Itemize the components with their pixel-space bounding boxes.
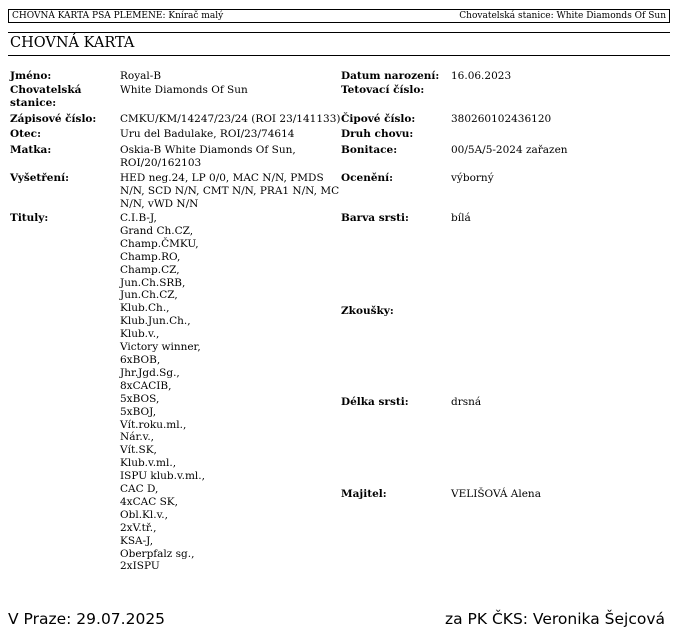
coat-color-label: Barva srsti: [341,212,409,224]
title-rule [8,55,670,56]
title-item: KSA-J, [120,534,154,547]
sire-value: Uru del Badulake, ROI/23/74614 [120,128,295,140]
title-item: CAC D, [120,483,159,496]
titles-list [120,212,205,573]
title-item: 8xCACIB, [120,379,172,392]
title-item: Champ.RO, [120,250,181,263]
name-label: Jméno: [10,70,52,82]
title-item: 2xISPU [120,560,160,573]
title-item: Grand Ch.CZ, [120,224,194,237]
breeding-type-label: Druh chovu: [341,128,414,140]
bonitation-label: Bonitace: [341,144,398,156]
coat-length-label: Délka srsti: [341,396,409,408]
header-rule [8,32,670,33]
header-breed: CHOVNÁ KARTA PSA PLEMENE: Knírač malý [12,11,224,21]
title-item: Jun.Ch.SRB, [120,276,186,289]
title-item: Victory winner, [120,341,201,354]
title-item: Obl.Kl.v., [120,508,168,521]
coat-length-value: drsná [451,396,482,408]
title-item: Nár.v., [120,431,155,444]
footer-place-date: V Praze: 29.07.2025 [8,610,166,628]
name-value: Royal-B [120,70,162,82]
title-item: Vít.roku.ml., [120,418,187,431]
titles-label: Tituly: [10,212,49,224]
title-item: Jun.Ch.CZ, [120,289,178,302]
title-item: ISPU klub.v.ml., [120,470,205,483]
kennel-value: White Diamonds Of Sun [120,84,248,96]
title-item: 4xCAC SK, [120,495,178,508]
rating-value: výborný [451,172,494,184]
exams-label: Zkoušky: [341,305,394,317]
registration-value: CMKU/KM/14247/23/24 (ROI 23/141133) [120,113,341,125]
title-item: 5xBOS, [120,392,160,405]
tattoo-label: Tetovací číslo: [341,84,425,96]
footer-signature: za PK ČKS: Veronika Šejcová [444,610,665,628]
chip-label: Čipové číslo: [341,113,416,125]
chip-value: 380260102436120 [451,113,552,125]
page-title: CHOVNÁ KARTA [10,35,135,51]
coat-color-value: bílá [451,212,471,224]
dam-label: Matka: [10,144,52,156]
dam-value: Oskia-B White Diamonds Of Sun, ROI/20/162103 [120,144,296,169]
owner-label: Majitel: [341,488,387,500]
birth-date-value: 16.06.2023 [451,70,512,82]
title-item: Jhr.Jgd.Sg., [120,366,180,379]
document-header [8,9,670,23]
title-item: Oberpfalz sg., [120,547,195,560]
kennel-label: Chovatelská stanice: [10,84,82,109]
rating-label: Ocenění: [341,172,394,184]
examinations-value: HED neg.24, LP 0/0, MAC N/N, PMDS N/N, SCD N/N, CMT N/N, PRA1 N/N, MC N/N, vWD N/N [120,172,340,210]
title-item: Klub.Jun.Ch., [120,315,191,328]
title-item: Klub.v., [120,328,160,341]
bonitation-value: 00/5A/5-2024 zařazen [451,144,568,156]
title-item: 5xBOJ, [120,405,157,418]
owner-value: VELIŠOVÁ Alena [451,488,541,500]
title-item: 6xBOB, [120,353,161,366]
title-item: Klub.v.ml., [120,457,177,470]
header-kennel: Chovatelská stanice: White Diamonds Of Sun [459,11,666,21]
examinations-label: Vyšetření: [10,172,69,184]
birth-date-label: Datum narození: [341,70,440,82]
sire-label: Otec: [10,128,41,140]
title-item: Klub.Ch., [120,302,170,315]
title-item: Vít.SK, [120,444,157,457]
title-item: C.I.B-J, [120,212,157,224]
registration-label: Zápisové číslo: [10,113,97,125]
title-item: Champ.CZ, [120,263,180,276]
title-item: Champ.ČMKU, [120,237,199,250]
title-item: 2xV.tř., [120,521,157,534]
